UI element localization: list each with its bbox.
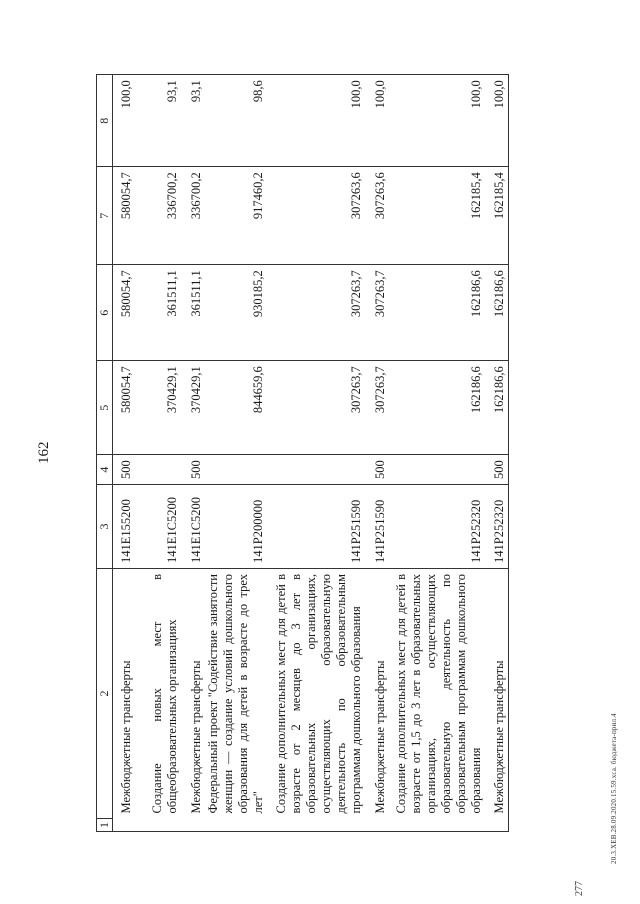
row-value-7: 307263,6 [267,167,365,265]
row-value-7: 162185,4 [485,167,509,265]
row-name: Создание дополнительных мест для детей в возрасте от 2 месяцев до 3 лет в образовательных организациях, осуществляющих образовательную деятельность по образовательным программам дошкольного образования [267,569,365,819]
row-value-7: 336700,2 [135,167,181,265]
row-name: Создание новых мест в общеобразовательных организациях [135,569,181,819]
row-code: 141P251590 [365,485,389,569]
spacer [365,819,389,832]
row-value-5: 844659,6 [205,361,267,455]
row-type [205,455,267,485]
bottom-mark: 277 [574,881,585,896]
row-value-8: 100,0 [267,75,365,167]
row-value-5: 162186,6 [485,361,509,455]
table-row [389,75,485,832]
header-cell: 8 [97,75,113,167]
row-name: Федеральный проект "Содействие занятости женщин — создание условий дошкольного образования для детей в возрасте до трех лет" [205,569,267,819]
table-row [135,75,181,832]
row-value-6: 307263,7 [365,265,389,361]
row-type: 500 [113,455,135,485]
row-value-6: 162186,6 [485,265,509,361]
row-name: Межбюджетные трансферты [365,569,389,819]
row-value-6: 307263,7 [267,265,365,361]
page-number: 162 [36,441,52,464]
row-value-8: 100,0 [389,75,485,167]
table-row [181,75,205,832]
row-code: 141P251590 [267,485,365,569]
header-cell: 6 [97,265,113,361]
row-type: 500 [365,455,389,485]
row-value-8: 100,0 [113,75,135,167]
row-value-7: 917460,2 [205,167,267,265]
row-value-8: 98,6 [205,75,267,167]
row-value-5: 307263,7 [365,361,389,455]
header-cell: 1 [97,819,113,832]
row-code: 141E1C5200 [135,485,181,569]
row-name: Межбюджетные трансферты [113,569,135,819]
row-value-6: 930185,2 [205,265,267,361]
row-value-7: 336700,2 [181,167,205,265]
spacer [389,819,485,832]
table-row [113,75,135,832]
table-row [485,75,509,832]
row-value-5: 580054,7 [113,361,135,455]
row-value-6: 162186,6 [389,265,485,361]
row-value-8: 93,1 [181,75,205,167]
row-code: 141P200000 [205,485,267,569]
row-value-8: 93,1 [135,75,181,167]
footer-note: 20.3.ХЕВ.28.09.2020.15.59.xca. бюджета-прил.4 [610,713,618,864]
header-cell: 3 [97,485,113,569]
row-code: 141P252320 [389,485,485,569]
spacer [135,819,181,832]
budget-table [96,74,509,832]
row-value-5: 370429,1 [181,361,205,455]
row-value-6: 361511,1 [135,265,181,361]
row-value-5: 162186,6 [389,361,485,455]
row-code: 141E1C5200 [181,485,205,569]
row-value-5: 307263,7 [267,361,365,455]
row-code: 141E155200 [113,485,135,569]
row-value-7: 162185,4 [389,167,485,265]
row-value-6: 361511,1 [181,265,205,361]
row-name: Межбюджетные трансферты [181,569,205,819]
spacer [267,819,365,832]
row-value-8: 100,0 [485,75,509,167]
spacer [485,819,509,832]
header-cell: 2 [97,569,113,819]
table-row [267,75,365,832]
header-cell: 4 [97,455,113,485]
row-value-5: 370429,1 [135,361,181,455]
row-type: 500 [181,455,205,485]
row-type [267,455,365,485]
row-code: 141P252320 [485,485,509,569]
row-value-7: 307263,6 [365,167,389,265]
row-type [389,455,485,485]
header-cell: 5 [97,361,113,455]
row-value-8: 100,0 [365,75,389,167]
row-type: 500 [485,455,509,485]
row-type [135,455,181,485]
spacer [205,819,267,832]
table-row [205,75,267,832]
row-value-7: 580054,7 [113,167,135,265]
row-value-6: 580054,7 [113,265,135,361]
table-row [365,75,389,832]
row-name: Межбюджетные трансферты [485,569,509,819]
row-name: Создание дополнительных мест для детей в возрасте от 1,5 до 3 лет в образовательных организациях, осуществляющих образовательную деятельность по образовательным программам дошкольного образования [389,569,485,819]
spacer [113,819,135,832]
spacer [181,819,205,832]
header-cell: 7 [97,167,113,265]
table-header-row [97,75,113,832]
